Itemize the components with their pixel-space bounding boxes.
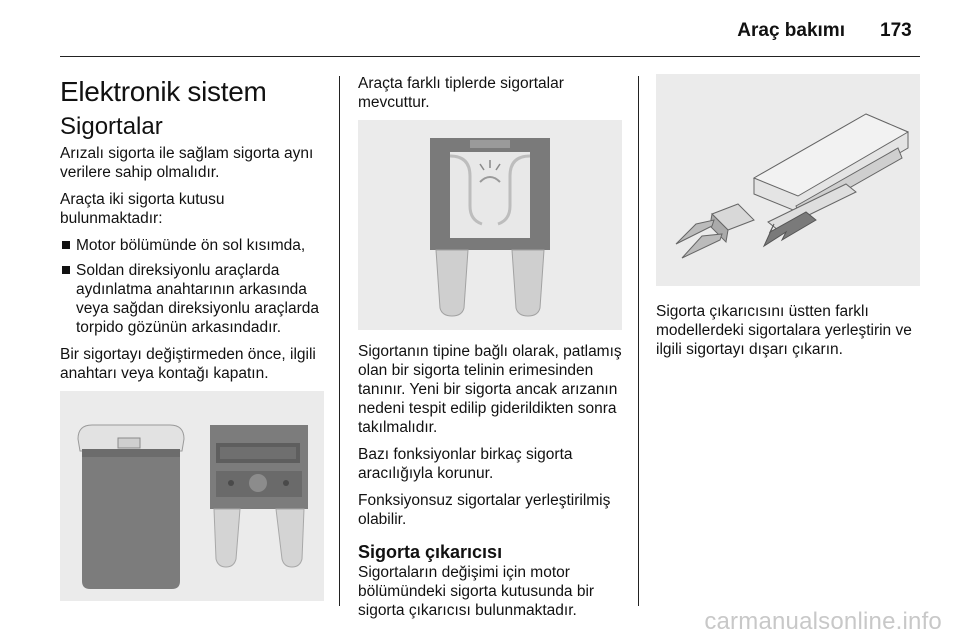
paragraph: Fonksiyonsuz sigortalar yerleştirilmiş olabilir.: [358, 492, 611, 528]
paragraph: Bir sigortayı değiştirmeden önce, ilgili anahtarı veya kontağı kapatın.: [60, 346, 316, 382]
column-3: [656, 74, 922, 367]
paragraph: Sigorta çıkarıcısını üstten farklı modellerdeki sigortalara yerleştirin ve ilgili sigortayı dışarı çıkarın.: [656, 303, 912, 358]
paragraph: Araçta iki sigorta kutusu bulunmaktadır:: [60, 191, 225, 227]
watermark: carmanualsonline.info: [704, 608, 942, 635]
column-1: [60, 74, 328, 601]
fuse-types-illustration: [60, 391, 324, 601]
blown-fuse-illustration: [358, 120, 622, 330]
header-divider: [60, 56, 920, 57]
paragraph: Araçta farklı tiplerde sigortalar mevcuttur.: [358, 75, 564, 111]
section-heading: Sigortalar: [60, 113, 163, 140]
paragraph: Sigortaların değişimi için motor bölümündeki sigorta kutusunda bir sigorta çıkarıcısı bulunmaktadır.: [358, 564, 595, 619]
paragraph: Bazı fonksiyonlar birkaç sigorta aracılığıyla korunur.: [358, 446, 573, 482]
chapter-heading: Elektronik sistem: [60, 76, 267, 107]
section-title: Araç bakımı: [737, 20, 845, 41]
list-item: Motor bölümünde ön sol kısımda,: [60, 236, 328, 255]
bullet-list: [60, 236, 328, 337]
list-item: Soldan direksiyonlu araçlarda aydınlatma anahtarının arkasında veya sağdan direksiyonlu araçlarda torpido gözünün arkasındadır.: [60, 261, 328, 337]
fuse-puller-illustration: [656, 74, 920, 286]
column-2: [358, 74, 628, 628]
column-divider-1: [339, 76, 340, 606]
paragraph: Arızalı sigorta ile sağlam sigorta aynı verilere sahip olmalıdır.: [60, 145, 314, 181]
page-number: 173: [880, 20, 912, 41]
column-divider-2: [638, 76, 639, 606]
paragraph: Sigortanın tipine bağlı olarak, patlamış olan bir sigorta telinin erimesinden tanınır. Yeni bir sigorta ancak arızanın nedeni tespit edilip giderildikten sonra takılmalıdır.: [358, 343, 622, 436]
subsection-heading: Sigorta çıkarıcısı: [358, 542, 503, 562]
